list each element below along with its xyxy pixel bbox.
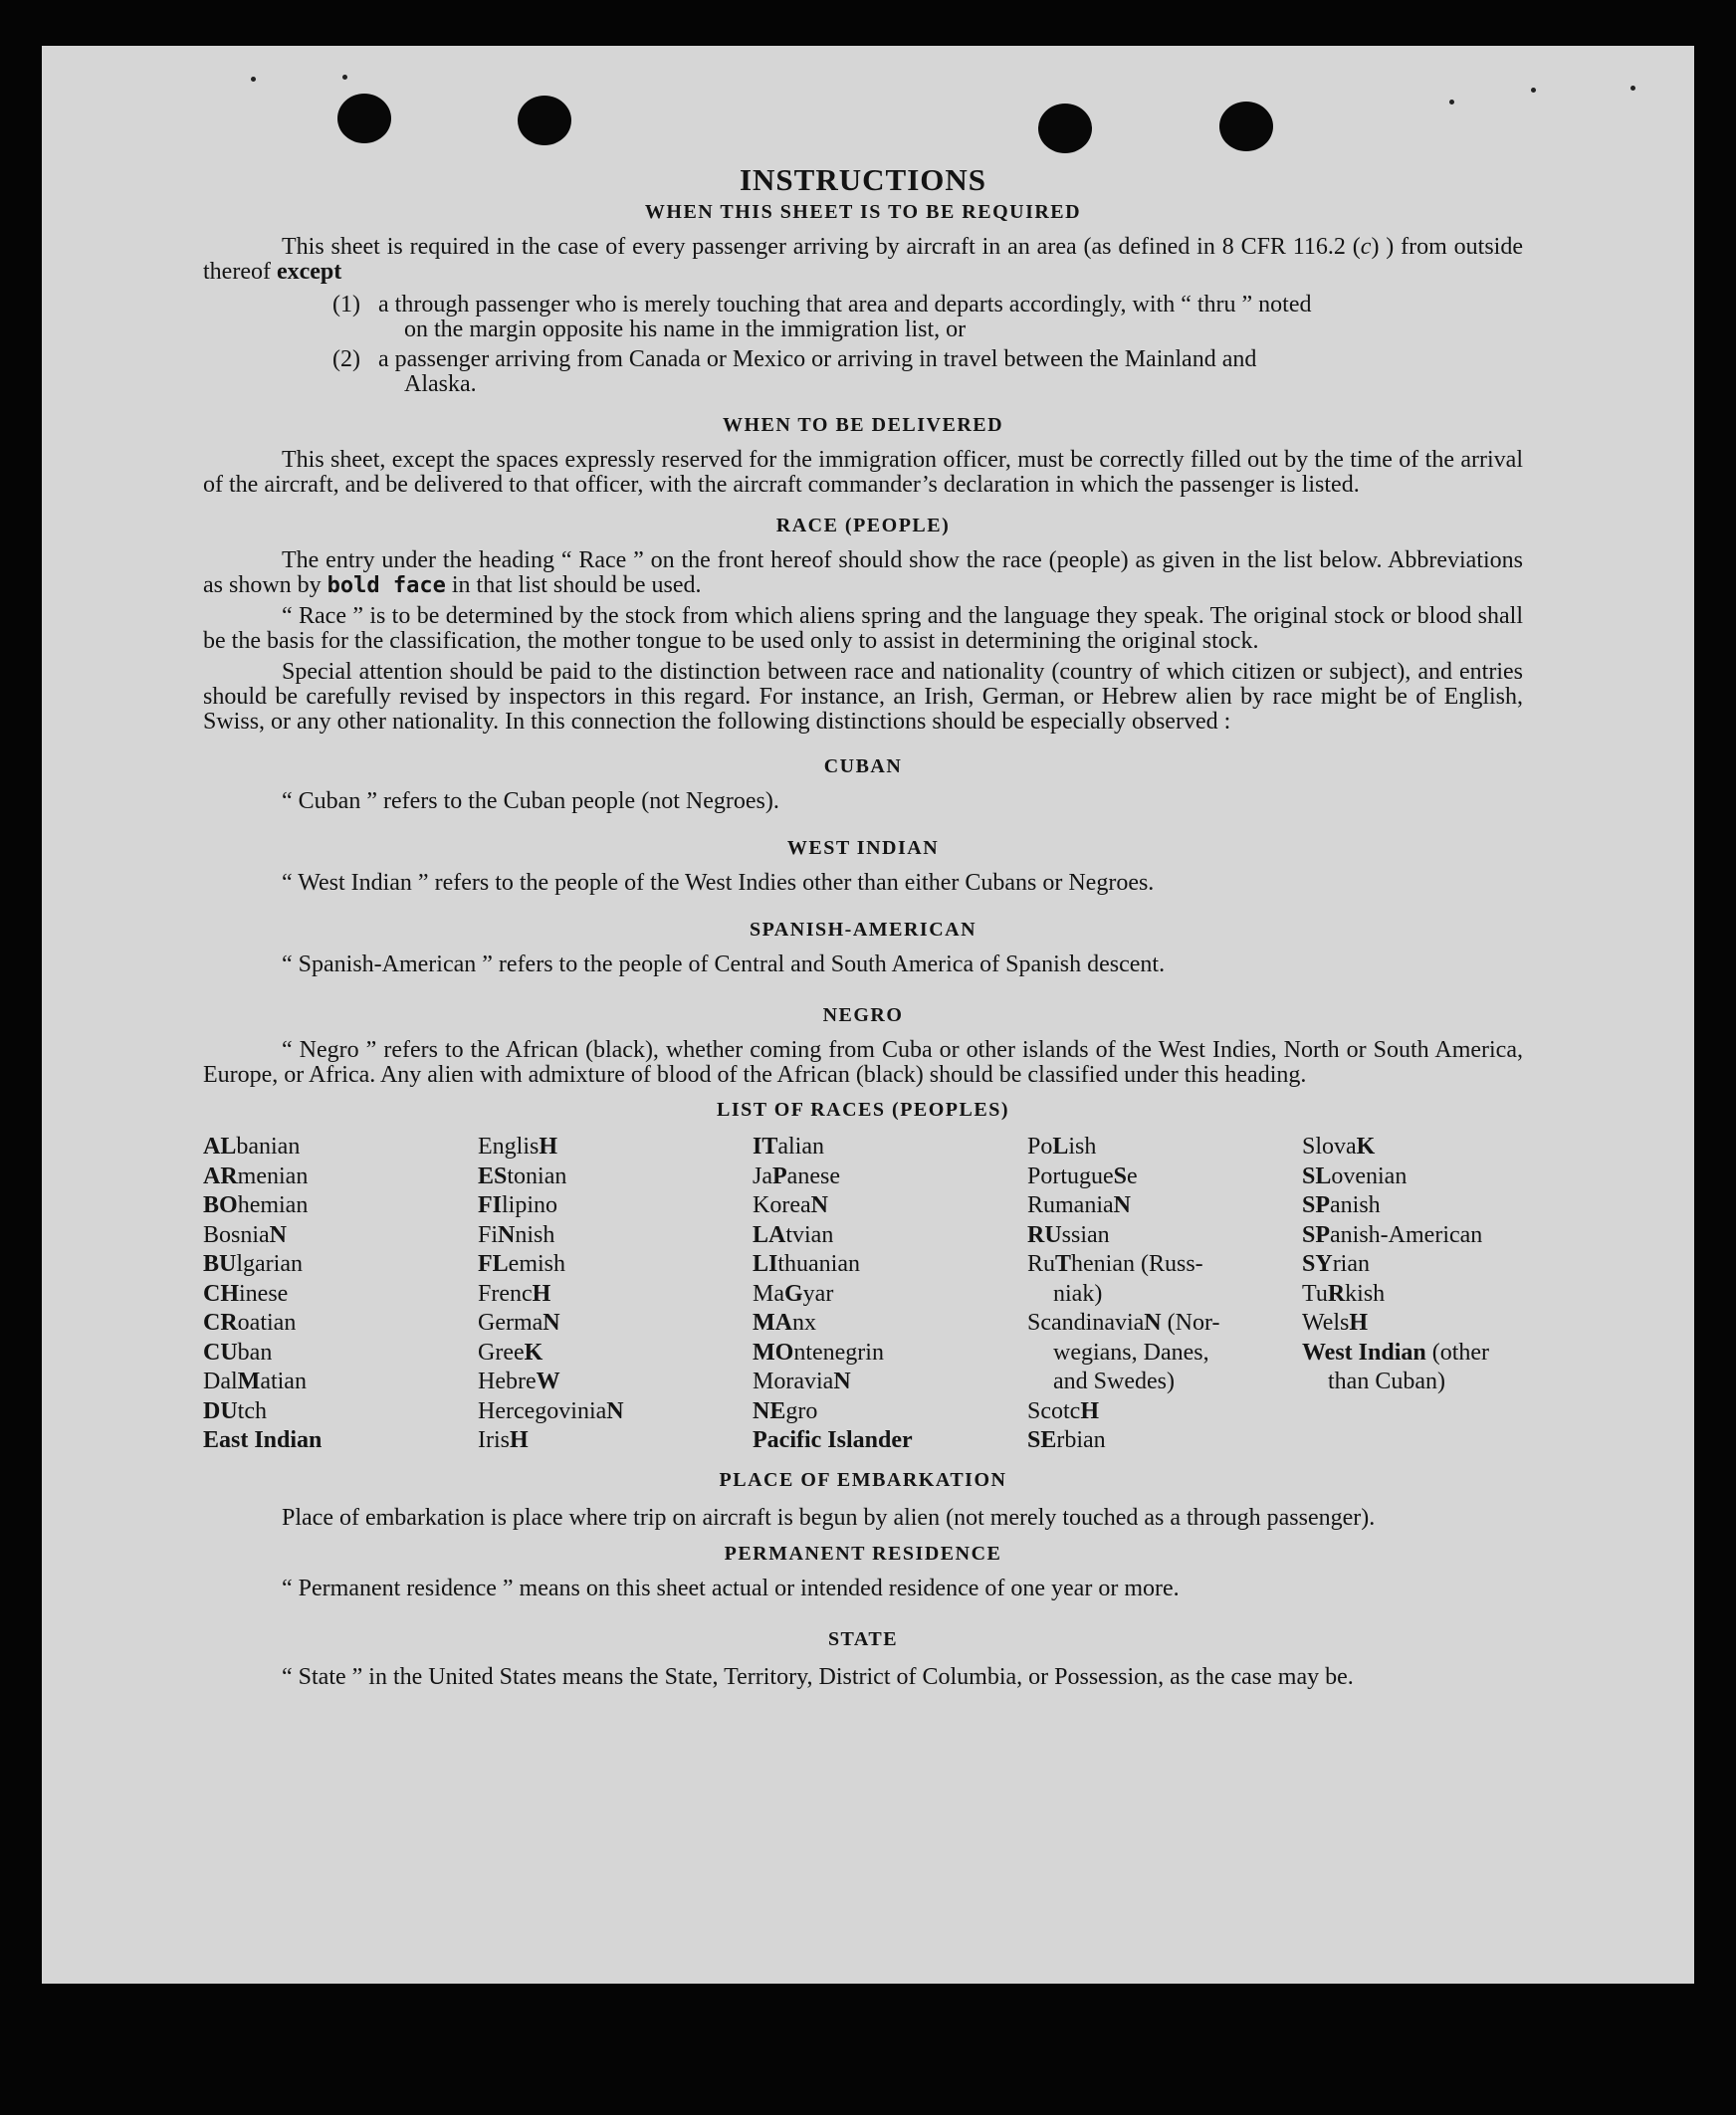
section-title-embarkation: PLACE OF EMBARKATION (719, 1468, 1007, 1491)
race-entry: SYrian (1302, 1251, 1370, 1277)
section-title-cuban: CUBAN (823, 755, 903, 777)
race-entry: WelsH (1302, 1310, 1369, 1336)
races-column (203, 1133, 478, 1456)
residence-text: “ Permanent residence ” means on this sheet actual or intended residence of one year or more. (282, 1575, 1180, 1601)
speck (1531, 88, 1536, 93)
race-entry: Pacific Islander (753, 1427, 913, 1453)
race-entry: MAnx (753, 1310, 816, 1336)
race-entry: FrencH (478, 1280, 551, 1307)
race-entry: ALbanian (203, 1134, 301, 1160)
spanish-american-text: “ Spanish-American ” refers to the people of Central and South America of Spanish descent. (282, 952, 1166, 977)
race-entry: LIthuanian (753, 1251, 860, 1277)
race-entry: MOntenegrin (753, 1339, 884, 1366)
race-entry: EStonian (478, 1163, 567, 1189)
race-entry: RUssian (1027, 1221, 1110, 1248)
speck (342, 75, 347, 80)
punch-hole (337, 94, 391, 143)
race-entry: SPanish (1302, 1192, 1381, 1218)
race-entry: ITalian (753, 1134, 824, 1160)
exception-item: (2) a passenger arriving from Canada or Mexico or arriving in travel between the Mainland and Alaska. (332, 346, 1257, 397)
speck (1630, 86, 1635, 91)
instructions-content (203, 162, 1523, 1693)
race-entry: niak) (1053, 1280, 1103, 1307)
races-column (478, 1133, 753, 1456)
races-column (1302, 1133, 1523, 1456)
race-entry: CRoatian (203, 1310, 297, 1336)
race-entry: BosniaN (203, 1221, 288, 1248)
race-entry: HebreW (478, 1369, 560, 1394)
races-column (1027, 1133, 1302, 1456)
race-entry: BUlgarian (203, 1251, 303, 1277)
page-title: INSTRUCTIONS (739, 162, 986, 197)
race-entry: than Cuban) (1328, 1369, 1445, 1394)
race-paragraph: Special attention should be paid to the distinction between race and nationality (country of which citizen or subject), and entries should be carefully revised by inspectors in this regard. For instance, an Irish, German, or Hebrew alien by race might be of English, Swiss, or any other nationality. In this connection the following distinctions should be especially observed : (203, 659, 1523, 735)
section-title-race: RACE (PEOPLE) (775, 515, 951, 536)
race-entry: FiNnish (478, 1221, 555, 1248)
negro-text: “ Negro ” refers to the African (black), whether coming from Cuba or other islands of the West Indies, North or South America, Europe, or Africa. Any alien with admixture of blood of the African (black) should be classified under this heading. (203, 1037, 1523, 1088)
race-entry: EnglisH (478, 1134, 558, 1160)
race-entry: GermaN (478, 1310, 560, 1336)
race-entry: MaGyar (753, 1280, 834, 1307)
race-entry: wegians, Danes, (1053, 1339, 1209, 1366)
race-entry: FLemish (478, 1251, 565, 1277)
race-paragraph: “ Race ” is to be determined by the stock from which aliens spring and the language they speak. The original stock or blood shall be the basis for the classification, the mother tongue to be used only to assist in determining the original stock. (203, 603, 1523, 654)
section-title-when-delivered: WHEN TO BE DELIVERED (722, 414, 1004, 436)
race-entry: SPanish-American (1302, 1221, 1483, 1248)
exception-list (203, 293, 1523, 397)
speck (1449, 100, 1454, 105)
punch-hole (1038, 104, 1092, 153)
race-entry: FIlipino (478, 1192, 558, 1218)
state-text: “ State ” in the United States means the State, Territory, District of Columbia, or Possession, as the case may be. (282, 1663, 1354, 1690)
speck (251, 77, 256, 82)
race-entry: JaPanese (753, 1163, 840, 1189)
races-table (203, 1133, 1523, 1456)
section-title-when-required: WHEN THIS SHEET IS TO BE REQUIRED (644, 201, 1082, 223)
race-entry: PoLish (1027, 1134, 1097, 1160)
punch-hole (518, 96, 571, 145)
race-entry: IrisH (478, 1427, 529, 1453)
west-indian-text: “ West Indian ” refers to the people of the West Indies other than either Cubans or Negroes. (282, 870, 1155, 896)
punch-hole (1219, 102, 1273, 151)
section-title-negro: NEGRO (822, 1004, 904, 1026)
race-entry: SLovenian (1302, 1163, 1408, 1189)
race-entry: GreeK (478, 1339, 543, 1366)
race-entry: KoreaN (753, 1192, 828, 1218)
race-entry: ScotcH (1027, 1397, 1099, 1424)
races-column (753, 1133, 1027, 1456)
race-entry: CUban (203, 1339, 273, 1366)
section-title-spanish-american: SPANISH-AMERICAN (749, 919, 977, 941)
race-entry: MoraviaN (753, 1369, 851, 1394)
race-entry: and Swedes) (1053, 1369, 1175, 1394)
race-entry: DalMatian (203, 1369, 307, 1394)
race-entry: SlovaK (1302, 1134, 1376, 1160)
race-entry: RuThenian (Russ- (1027, 1251, 1203, 1277)
when-required-intro: This sheet is required in the case of every passenger arriving by aircraft in an area (as defined in 8 CFR 116.2 (c) ) from outside thereof except (203, 234, 1523, 285)
race-entry: SErbian (1027, 1427, 1106, 1453)
section-title-west-indian: WEST INDIAN (786, 837, 940, 859)
race-entry: TuRkish (1302, 1280, 1386, 1307)
section-title-list-of-races: LIST OF RACES (PEOPLES) (716, 1099, 1009, 1121)
document-sheet (42, 46, 1694, 1984)
race-entry: NEgro (753, 1397, 818, 1424)
when-delivered-text: This sheet, except the spaces expressly reserved for the immigration officer, must be correctly filled out by the time of the arrival of the aircraft, and be delivered to that officer, with the aircraft commander’s declaration in which the passenger is listed. (203, 447, 1523, 498)
section-title-residence: PERMANENT RESIDENCE (724, 1542, 1002, 1565)
cuban-text: “ Cuban ” refers to the Cuban people (not Negroes). (282, 788, 779, 814)
race-entry: DUtch (203, 1397, 267, 1424)
embarkation-text: Place of embarkation is place where trip on aircraft is begun by alien (not merely touched as a through passenger). (282, 1504, 1376, 1531)
race-entry: East Indian (203, 1427, 323, 1453)
race-paragraph: The entry under the heading “ Race ” on the front hereof should show the race (people) as given in the list below. Abbreviations as shown by bold face in that list should be used. (203, 547, 1523, 598)
race-entry: RumaniaN (1027, 1192, 1131, 1218)
race-entry: HercegoviniaN (478, 1397, 624, 1424)
race-entry: CHinese (203, 1280, 289, 1307)
race-entry: LAtvian (753, 1221, 834, 1248)
section-title-state: STATE (827, 1627, 899, 1650)
race-entry: BOhemian (203, 1192, 309, 1218)
race-entry: ARmenian (203, 1163, 309, 1189)
race-entry: ScandinaviaN (Nor- (1027, 1310, 1220, 1336)
race-entry: West Indian (other (1302, 1339, 1490, 1366)
exception-item: (1) a through passenger who is merely touching that area and departs accordingly, with “ thru ” noted on the margin opposite his name in the immigration list, or (332, 292, 1312, 342)
race-entry: PortugueSe (1027, 1163, 1138, 1189)
